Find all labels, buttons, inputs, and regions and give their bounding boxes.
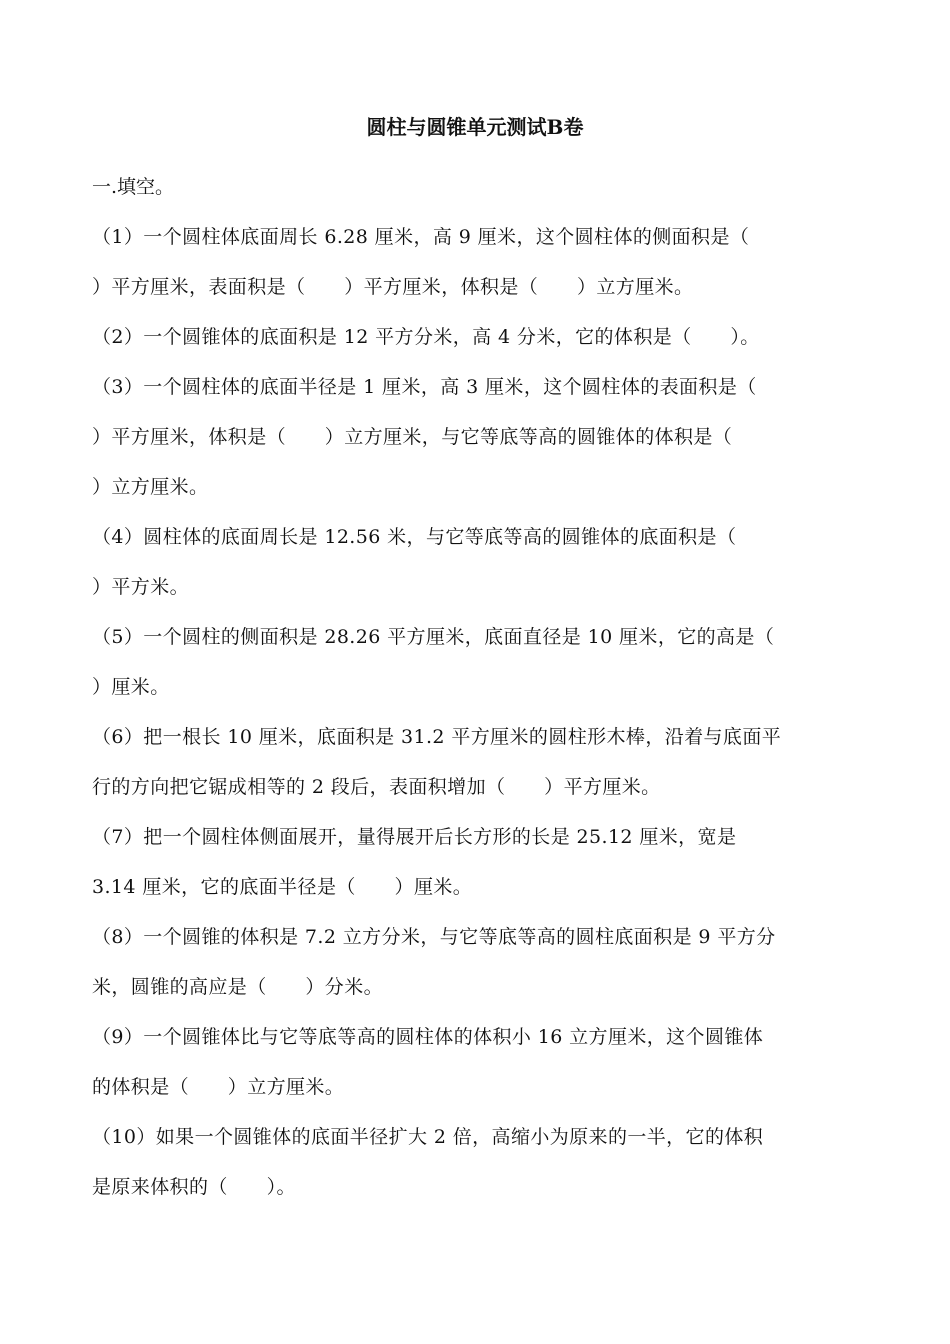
question-line: ）厘米。 [92,676,170,698]
page-title: 圆柱与圆锥单元测试B卷 [366,115,584,139]
question-line: 的体积是（ ）立方厘米。 [92,1076,345,1098]
question-line: ）平方米。 [92,576,190,598]
question-line: （3）一个圆柱体的底面半径是 1 厘米，高 3 厘米，这个圆柱体的表面积是（ [92,376,757,398]
question-line: （4）圆柱体的底面周长是 12.56 米，与它等底等高的圆锥体的底面积是（ [92,526,737,548]
question-line: （10）如果一个圆锥体的底面半径扩大 2 倍，高缩小为原来的一半，它的体积 [92,1126,764,1148]
question-line: （1）一个圆柱体底面周长 6.28 厘米，高 9 厘米，这个圆柱体的侧面积是（ [92,226,750,248]
question-line: 米，圆锥的高应是（ ）分米。 [92,976,384,998]
question-line: ）立方厘米。 [92,476,209,498]
question-line: ）平方厘米，表面积是（ ）平方厘米，体积是（ ）立方厘米。 [92,276,694,298]
question-line: （9）一个圆锥体比与它等底等高的圆柱体的体积小 16 立方厘米，这个圆锥体 [92,1026,764,1048]
question-line: （5）一个圆柱的侧面积是 28.26 平方厘米，底面直径是 10 厘米，它的高是（ [92,626,775,648]
question-line: ）平方厘米，体积是（ ）立方厘米，与它等底等高的圆锥体的体积是（ [92,426,733,448]
question-line: 行的方向把它锯成相等的 2 段后，表面积增加（ ）平方厘米。 [92,776,661,798]
question-line: （2）一个圆锥体的底面积是 12 平方分米，高 4 分米，它的体积是（ ）。 [92,326,760,348]
question-line: 3.14 厘米，它的底面半径是（ ）厘米。 [92,876,473,898]
question-line: （7）把一个圆柱体侧面展开，量得展开后长方形的长是 25.12 厘米，宽是 [92,826,737,848]
question-line: （6）把一根长 10 厘米，底面积是 31.2 平方厘米的圆柱形木棒，沿着与底面平 [92,726,782,748]
question-line: 是原来体积的（ ）。 [92,1176,296,1198]
section-heading: 一.填空。 [92,176,175,198]
question-line: （8）一个圆锥的体积是 7.2 立方分米，与它等底等高的圆柱底面积是 9 平方分 [92,926,776,948]
